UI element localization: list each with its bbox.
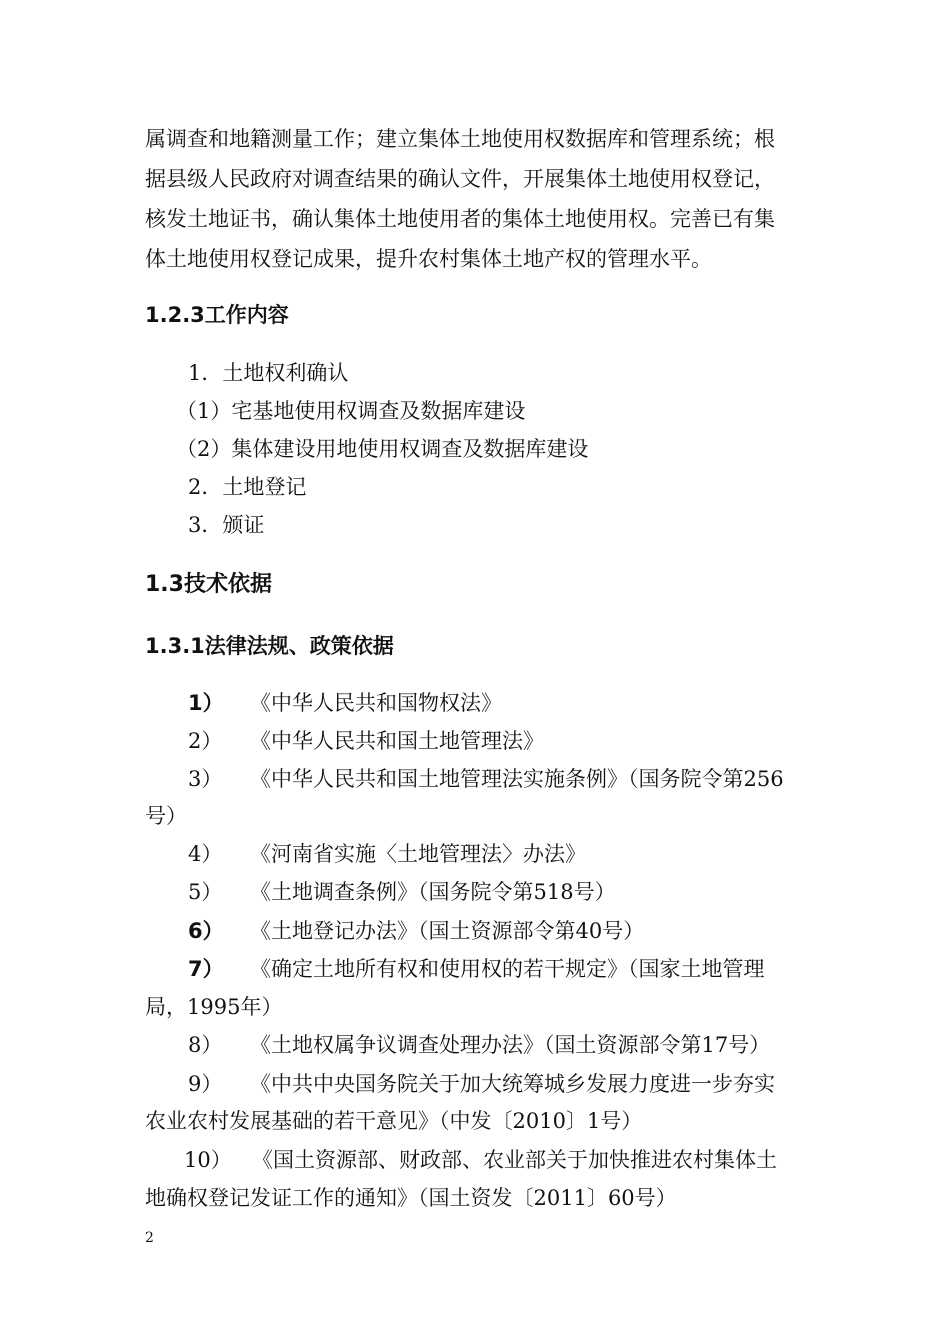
ref-item — [188, 839, 586, 869]
intro-line-2: 据县级人民政府对调查结果的确认文件，开展集体土地使用权登记， — [145, 167, 775, 191]
ref-title: 《中华人民共和国土地管理法》 — [250, 729, 544, 753]
intro-line-4: 体土地使用权登记成果，提升农村集体土地产权的管理水平。 — [145, 247, 712, 271]
ref-number: 2） — [188, 729, 223, 753]
ref-continuation: 局，1995年） — [145, 995, 283, 1019]
ref-title: 《河南省实施〈土地管理法〉办法》 — [250, 842, 586, 866]
work-item-1-2: （2）集体建设用地使用权调查及数据库建设 — [176, 437, 589, 461]
work-item-1-1: （1）宅基地使用权调查及数据库建设 — [176, 399, 526, 423]
ref-title: 《中华人民共和国物权法》 — [250, 691, 502, 715]
ref-continuation: 地确权登记发证工作的通知》（国土资发〔2011〕60号） — [145, 1186, 677, 1210]
ref-item — [184, 1145, 777, 1175]
work-item-3: 3．颁证 — [188, 513, 265, 537]
ref-title: 《土地登记办法》（国土资源部令第40号） — [250, 919, 645, 943]
section-heading-1-3-1: 1.3.1法律法规、政策依据 — [145, 634, 394, 658]
work-item-2: 2．土地登记 — [188, 475, 307, 499]
ref-continuation: 号） — [145, 804, 187, 828]
ref-title: 《中华人民共和国土地管理法实施条例》（国务院令第256 — [250, 767, 784, 791]
ref-continuation: 农业农村发展基础的若干意见》（中发〔2010〕1号） — [145, 1109, 643, 1133]
ref-number: 4） — [188, 842, 223, 866]
section-heading-1-3: 1.3技术依据 — [145, 572, 272, 597]
ref-item — [188, 726, 544, 756]
ref-number: 8） — [188, 1033, 223, 1057]
ref-item — [188, 954, 765, 984]
ref-number: 5） — [188, 880, 223, 904]
ref-item — [188, 688, 502, 718]
ref-number: 1） — [188, 691, 224, 715]
ref-number: 7） — [188, 957, 224, 981]
ref-item — [188, 916, 644, 946]
ref-title: 《确定土地所有权和使用权的若干规定》（国家土地管理 — [250, 957, 765, 981]
ref-item — [188, 877, 616, 907]
ref-number: 10） — [184, 1148, 232, 1172]
ref-item — [188, 1069, 775, 1099]
intro-line-3: 核发土地证书，确认集体土地使用者的集体土地使用权。完善已有集 — [145, 207, 775, 231]
work-item-1: 1．土地权利确认 — [188, 361, 349, 385]
ref-title: 《土地调查条例》（国务院令第518号） — [250, 880, 616, 904]
ref-title: 《土地权属争议调查处理办法》（国土资源部令第17号） — [250, 1033, 771, 1057]
ref-number: 3） — [188, 767, 223, 791]
page-number: 2 — [145, 1230, 154, 1246]
ref-number: 9） — [188, 1072, 223, 1096]
ref-item — [188, 764, 784, 794]
ref-number: 6） — [188, 919, 224, 943]
intro-line-1: 属调查和地籍测量工作；建立集体土地使用权数据库和管理系统；根 — [145, 127, 775, 151]
ref-title: 《中共中央国务院关于加大统筹城乡发展力度进一步夯实 — [250, 1072, 775, 1096]
ref-item — [188, 1030, 770, 1060]
ref-title: 《国土资源部、财政部、农业部关于加快推进农村集体土 — [252, 1148, 777, 1172]
section-heading-1-2-3: 1.2.3工作内容 — [145, 303, 289, 327]
